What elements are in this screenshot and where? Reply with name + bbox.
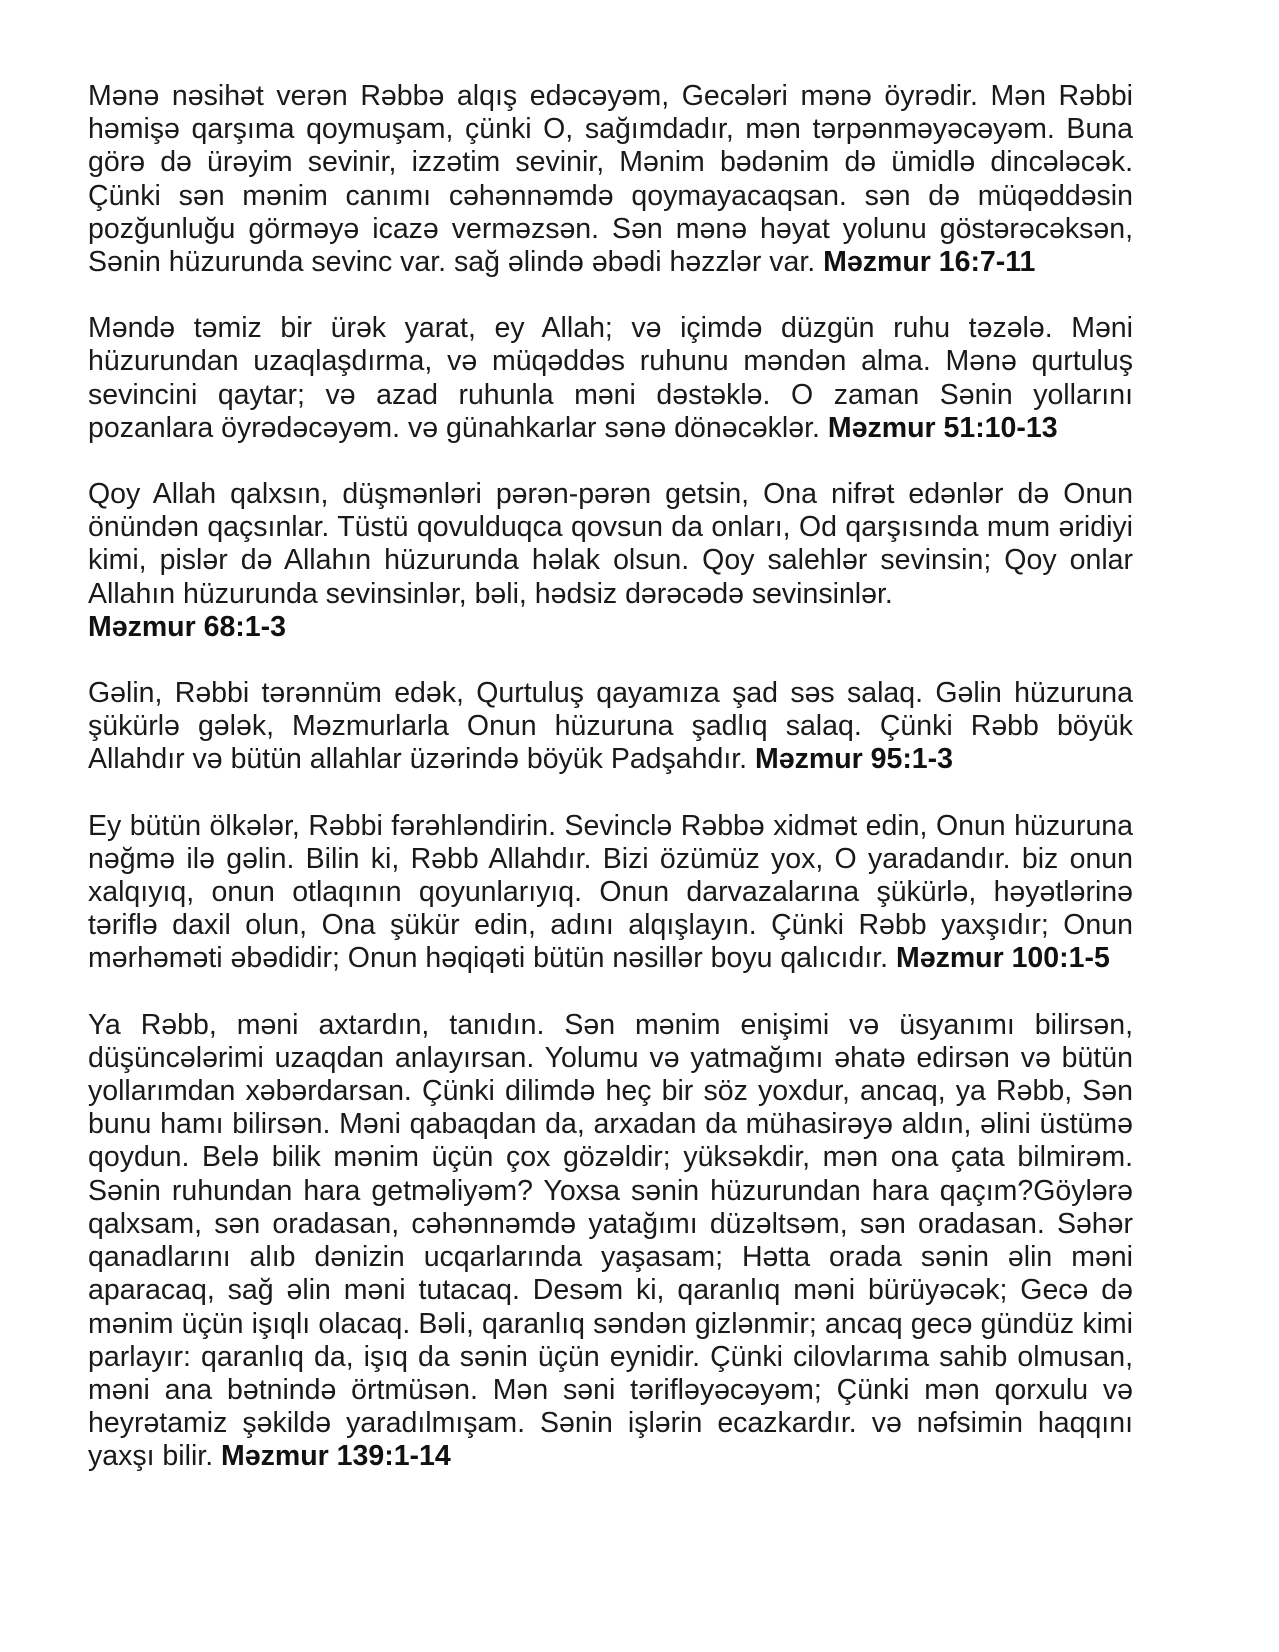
scripture-reference: Məzmur 51:10-13 xyxy=(827,411,1058,444)
passage-text: Ey bütün ölkələr, Rəbbi fərəhləndirin. Sevinclə Rəbbə xidmət edin, Onun hüzuruna nəğmə ilə gəlin. Bilin ki, Rəbb Allahdır. Bizi özümüz yox, O yaradandır. biz onun xalqıyıq, onun otlaqının qoyunlarıyıq. Onun darvazalarına şükürlə, həyətlərinə təriflə daxil olun, Ona şükür edin, adını alqışlayın. Çünki Rəbb yaxşıdır; Onun mərhəməti əbədidir; Onun həqiqəti bütün nəsillər boyu qalıcıdır. xyxy=(88,809,1133,975)
passage-psalm-139 xyxy=(88,1009,1133,1474)
scripture-reference: Məzmur 16:7-11 xyxy=(823,246,1036,279)
passage-text: Mənə nəsihət verən Rəbbə alqış edəcəyəm, Gecələri mənə öyrədir. Mən Rəbbi həmişə qarşıma qoymuşam, çünki O, sağımdadır, mən tərpənməyəcəyəm. Buna görə də ürəyim sevinir, izzətim sevinir, Mənim bədənim də ümidlə dincələcək. Çünki sən mənim canımı cəhənnəmdə qoymayacaqsan. sən də müqəddəsin pozğunluğu görməyə icazə verməzsən. Sən mənə həyat yolunu göstərəcəksən, Sənin hüzurunda sevinc var. sağ əlində əbədi həzzlər var. xyxy=(88,80,1133,279)
scripture-reference: Məzmur 95:1-3 xyxy=(755,743,953,776)
document-page xyxy=(88,80,1133,1474)
passage-text: Gəlin, Rəbbi tərənnüm edək, Qurtuluş qayamıza şad səs salaq. Gəlin hüzuruna şükürlə gələk, Məzmurlarla Onun hüzuruna şadlıq salaq. Çünki Rəbb böyük Allahdır və bütün allahlar üzərində böyük Padşahdır. xyxy=(88,677,1133,776)
scripture-reference: Məzmur 100:1-5 xyxy=(895,942,1110,975)
passage-psalm-100 xyxy=(88,810,1133,976)
passage-text: Ya Rəbb, məni axtardın, tanıdın. Sən mənim enişimi və üsyanımı bilirsən, düşüncələrimi uzaqdan anlayırsan. Yolumu və yatmağımı əhatə edirsən və bütün yollarımdan xəbərdarsan. Çünki dilimdə heç bir söz yoxdur, ancaq, ya Rəbb, Sən bunu hamı bilirsən. Məni qabaqdan da, arxadan da mühasirəyə aldın, əlini üstümə qoydun. Belə bilik mənim üçün çox gözəldir; yüksəkdir, mən ona çata bilmirəm. Sənin ruhundan hara getməliyəm? Yoxsa sənin hüzurundan hara qaçım?Göylərə qalxsam, sən oradasan, cəhənnəmdə yatağımı düzəltsəm, sən oradasan. Səhər qanadlarını alıb dənizin ucqarlarında yaşasam; Hətta orada sənin əlin məni aparacaq, sağ əlin məni tutacaq. Desəm ki, qaranlıq məni bürüyəcək; Gecə də mənim üçün işıqlı olacaq. Bəli, qaranlıq səndən gizlənmir; ancaq gecə gündüz kimi parlayır: qaranlıq da, işıq da sənin üçün eynidir. Çünki cilovlarıma sahib olmusan, məni ana bətnində örtmüsən. Mən səni tərifləyəcəyəm; Çünki mən qorxulu və heyrətamiz şəkildə yaradılmışam. Sənin işlərin ecazkardır. və nəfsimin haqqını yaxşı bilir. xyxy=(88,1008,1133,1473)
passage-text: Qoy Allah qalxsın, düşmənləri pərən-pərən getsin, Ona nifrət edənlər də Onun önündən qaçsınlar. Tüstü qovulduqca qovsun da onları, Od qarşısında mum əridiyi kimi, pislər də Allahın hüzurunda həlak olsun. Qoy salehlər sevinsin; Qoy onlar Allahın hüzurunda sevinsinlər, bəli, hədsiz dərəcədə sevinsinlər. xyxy=(88,478,1133,610)
passage-psalm-68 xyxy=(88,478,1133,644)
scripture-reference: Məzmur 68:1-3 xyxy=(88,610,286,643)
passage-text: Məndə təmiz bir ürək yarat, ey Allah; və içimdə düzgün ruhu təzələ. Məni hüzurundan uzaqlaşdırma, və müqəddəs ruhunu məndən alma. Mənə qurtuluş sevincini qaytar; və azad ruhunla məni dəstəklə. O zaman Sənin yollarını pozanlara öyrədəcəyəm. və günahkarlar sənə dönəcəklər. xyxy=(88,312,1133,444)
passage-psalm-95 xyxy=(88,677,1133,777)
scripture-reference: Məzmur 139:1-14 xyxy=(221,1440,451,1473)
passage-psalm-16 xyxy=(88,80,1133,279)
passage-psalm-51 xyxy=(88,312,1133,445)
